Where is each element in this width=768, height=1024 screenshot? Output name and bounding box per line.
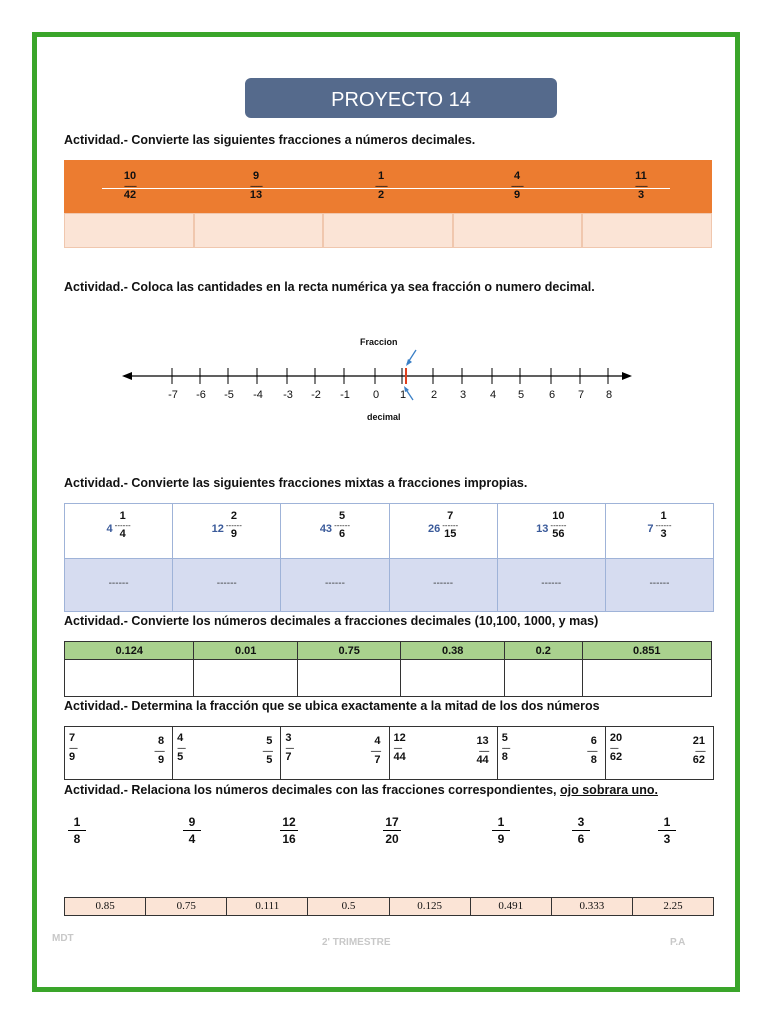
decimal-value: 0.01 [194, 642, 298, 660]
fraction [502, 732, 510, 764]
answer-cell[interactable] [194, 660, 298, 697]
tick-label: 1 [399, 389, 407, 401]
answer-cell[interactable]: ------ [649, 578, 670, 589]
mixed-fraction [390, 510, 497, 541]
denominator: 6 [338, 528, 346, 540]
fraction [69, 732, 77, 764]
numerator: 1 [377, 170, 385, 182]
decimal-option: 0.111 [227, 898, 308, 915]
fraction-bar: ------ [114, 521, 131, 530]
answer-cell[interactable]: ------ [498, 559, 606, 611]
fraction-bar: ------ [334, 521, 351, 530]
whole-number: 12 [211, 522, 224, 535]
numerator: 7 [69, 732, 76, 744]
numerator: 8 [158, 735, 165, 747]
denominator: 20 [385, 832, 399, 846]
numerator: 10 [552, 510, 565, 522]
fraction [262, 735, 272, 767]
fraction [497, 170, 537, 202]
fraction-bar: ---- [285, 743, 294, 753]
tick-label: 6 [548, 389, 556, 401]
fraction-bar: ---- [177, 743, 186, 753]
fraction-bar: ------ [442, 521, 459, 530]
midpoint-table [64, 726, 714, 780]
fraction [154, 735, 164, 767]
numerator: 3 [577, 815, 585, 829]
numerator: 1 [660, 510, 667, 522]
denominator: 7 [285, 751, 292, 763]
whole-number: 7 [647, 522, 654, 535]
fraction-bar: ----- [478, 746, 489, 756]
fraction-pair-cell [498, 727, 606, 779]
whole-number: 26 [427, 522, 441, 535]
mixed-fraction [173, 510, 280, 541]
fraction [566, 815, 596, 846]
numerator: 21 [692, 735, 706, 747]
denominator: 3 [660, 528, 667, 540]
fraction [110, 170, 150, 202]
fraction [394, 732, 406, 764]
fraction-bar: ---- [393, 743, 402, 753]
fraction [693, 735, 705, 767]
mixed-fraction-cell [65, 504, 173, 558]
fraction-pair-cell [281, 727, 389, 779]
denominator: 8 [590, 754, 597, 766]
numerator: 5 [501, 732, 508, 744]
mixed-fraction [606, 510, 713, 541]
tick-label: -1 [340, 389, 350, 401]
answer-cell[interactable] [582, 660, 711, 697]
denominator: 3 [663, 832, 671, 846]
fraction [62, 815, 92, 846]
denominator: 2 [377, 189, 385, 201]
denominator: 3 [637, 189, 645, 201]
tick-label: 3 [459, 389, 467, 401]
numerator: 4 [374, 735, 381, 747]
fraction-bar [572, 830, 590, 831]
denominator: 7 [374, 754, 381, 766]
tick-label: -7 [168, 389, 178, 401]
fraction-bar [68, 830, 86, 831]
fraction [236, 170, 276, 202]
fraction-bar [383, 830, 401, 831]
decimal-value: 0.851 [582, 642, 711, 660]
fraction-bar: ----- [370, 746, 381, 756]
fraction-pair-cell [65, 727, 173, 779]
fraction-bar: ----- [695, 746, 706, 756]
numerator: 10 [123, 170, 137, 182]
denominator: 4 [119, 528, 126, 540]
decimal-option: 0.125 [390, 898, 471, 915]
fraction-bar: ------ [511, 181, 523, 191]
fraction [177, 732, 185, 764]
fraction [371, 735, 381, 767]
fraction-bar: ---- [609, 743, 618, 753]
fraction-bar: ------ [635, 181, 647, 191]
denominator: 42 [123, 189, 137, 201]
answer-cell[interactable]: ------ [281, 559, 389, 611]
activity-5-instruction: Actividad.- Determina la fracción que se ubica exactamente a la mitad de los dos números [64, 699, 600, 713]
fraction-bar: ------ [225, 521, 242, 530]
decimal-option: 0.333 [552, 898, 633, 915]
answer-cell[interactable] [297, 660, 401, 697]
footer-center: 2' TRIMESTRE [322, 937, 391, 948]
denominator: 6 [577, 832, 585, 846]
numerator: 17 [385, 815, 399, 829]
tick-label: 2 [430, 389, 438, 401]
decimal-option: 0.491 [471, 898, 552, 915]
answer-cell[interactable] [194, 213, 324, 248]
fraction [476, 735, 488, 767]
decimal-value: 0.2 [504, 642, 582, 660]
tick-label: -4 [253, 389, 263, 401]
tick-label: -2 [311, 389, 321, 401]
denominator: 9 [158, 754, 165, 766]
fraction-bar: ----- [586, 746, 597, 756]
fraction [285, 732, 293, 764]
denominator: 13 [249, 189, 263, 201]
fraction-bar [658, 830, 676, 831]
fraction-bar: ---- [501, 743, 510, 753]
numerator: 5 [338, 510, 346, 522]
numerator: 1 [73, 815, 81, 829]
answer-cell[interactable]: ------ [65, 559, 173, 611]
fraction [621, 170, 661, 202]
fraction [486, 815, 516, 846]
fraction [361, 170, 401, 202]
numerator: 12 [282, 815, 296, 829]
denominator: 44 [476, 754, 489, 766]
footer-right: P.A [670, 937, 686, 948]
denominator: 5 [266, 754, 273, 766]
fraction-pair-cell [606, 727, 713, 779]
mixed-fraction-cell [173, 504, 281, 558]
tick-label: -3 [283, 389, 293, 401]
fraction-bar: ------ [655, 521, 672, 530]
numerator: 9 [188, 815, 196, 829]
mixed-fractions-table [64, 503, 714, 612]
instruction-note: ojo sobrara uno. [560, 783, 658, 797]
numerator: 5 [266, 735, 273, 747]
fraction [587, 735, 597, 767]
answer-cell[interactable] [401, 660, 505, 697]
mixed-fraction [498, 510, 605, 541]
fraction-bar: ----- [154, 746, 165, 756]
decimal-value: 0.38 [401, 642, 505, 660]
fraction-bar: ------ [550, 521, 567, 530]
tick-label: 7 [577, 389, 585, 401]
decimals-table [64, 641, 712, 697]
fraction [177, 815, 207, 846]
numerator: 1 [497, 815, 505, 829]
denominator: 16 [282, 832, 296, 846]
whole-number: 4 [106, 522, 113, 535]
fraction-bar: ------ [250, 181, 262, 191]
denominator: 9 [230, 528, 237, 540]
denominator: 44 [393, 751, 406, 763]
fraction-bar: ----- [262, 746, 273, 756]
numerator: 11 [635, 170, 647, 182]
mixed-fraction-cell [390, 504, 498, 558]
denominator: 9 [69, 751, 76, 763]
tick-label: 4 [489, 389, 497, 401]
activity-6-instruction [64, 783, 658, 797]
decimal-answer-row [64, 213, 712, 248]
page-title: PROYECTO 14 [245, 78, 557, 118]
mixed-fraction [65, 510, 172, 541]
fraction-pair-cell [173, 727, 281, 779]
denominator: 8 [501, 751, 508, 763]
fraction-bar [183, 830, 201, 831]
numerator: 4 [177, 732, 184, 744]
answer-cell[interactable] [65, 660, 194, 697]
fraction-bar: ---- [69, 743, 77, 753]
activity-2-instruction: Actividad.- Coloca las cantidades en la recta numérica ya sea fracción o numero decimal. [64, 280, 595, 294]
fraction-label: Fraccion [360, 337, 398, 347]
fraction [610, 732, 622, 764]
fraction-bar [280, 830, 298, 831]
numerator: 6 [590, 735, 597, 747]
decimal-option: 0.75 [146, 898, 227, 915]
activity-1-instruction: Actividad.- Convierte las siguientes fracciones a números decimales. [64, 133, 476, 147]
decimal-options-row [64, 897, 714, 916]
mixed-fraction-cell [606, 504, 713, 558]
decimal-option: 2.25 [663, 900, 683, 912]
denominator: 9 [513, 189, 521, 201]
fraction [377, 815, 407, 846]
decimal-value: 0.124 [65, 642, 194, 660]
answer-cell[interactable] [504, 660, 582, 697]
instruction-text: Actividad.- Relaciona los números decimales con las fracciones correspondientes, [64, 783, 561, 797]
tick-label: -6 [196, 389, 206, 401]
fraction [274, 815, 304, 846]
denominator: 62 [609, 751, 623, 763]
decimal-value: 0.75 [297, 642, 401, 660]
fraction [652, 815, 682, 846]
decimal-option: 0.85 [65, 898, 146, 915]
answer-cell[interactable]: ------ [173, 559, 281, 611]
denominator: 4 [188, 832, 196, 846]
mixed-fraction [281, 510, 388, 541]
activity-3-instruction: Actividad.- Convierte las siguientes fracciones mixtas a fracciones impropias. [64, 476, 528, 490]
answer-cell[interactable] [453, 213, 583, 248]
tick-label: 5 [517, 389, 525, 401]
fraction-bar [492, 830, 510, 831]
denominator: 56 [552, 528, 565, 540]
answer-cell[interactable] [323, 213, 453, 248]
numerator: 13 [476, 735, 489, 747]
numerator: 20 [609, 732, 623, 744]
denominator: 9 [497, 832, 505, 846]
numerator: 4 [513, 170, 521, 182]
numerator: 2 [230, 510, 237, 522]
numerator: 1 [663, 815, 671, 829]
mixed-fraction-cell [281, 504, 389, 558]
denominator: 8 [73, 832, 81, 846]
footer-left: MDT [52, 933, 74, 944]
whole-number: 13 [536, 522, 549, 535]
numerator: 1 [119, 510, 126, 522]
answer-cell[interactable] [64, 213, 194, 248]
fraction-bar: ------ [375, 181, 387, 191]
fraction-pair-cell [390, 727, 498, 779]
fraction-bar: ------ [124, 181, 136, 191]
decimal-option: 0.5 [308, 898, 389, 915]
numerator: 7 [447, 510, 454, 522]
denominator: 5 [177, 751, 184, 763]
numerator: 9 [252, 170, 260, 182]
whole-number: 43 [319, 522, 333, 535]
activity-4-instruction: Actividad.- Convierte los números decimales a fracciones decimales (10,100, 1000, y mas) [64, 614, 599, 628]
tick-label: -5 [224, 389, 234, 401]
denominator: 62 [692, 754, 706, 766]
answer-cell[interactable]: ------ [390, 559, 498, 611]
tick-label: 0 [372, 389, 380, 401]
denominator: 15 [444, 528, 457, 540]
mixed-fraction-cell [498, 504, 606, 558]
tick-label: 8 [605, 389, 613, 401]
decimal-label: decimal [367, 412, 401, 422]
numerator: 12 [393, 732, 406, 744]
answer-cell[interactable] [582, 213, 712, 248]
numerator: 3 [285, 732, 292, 744]
